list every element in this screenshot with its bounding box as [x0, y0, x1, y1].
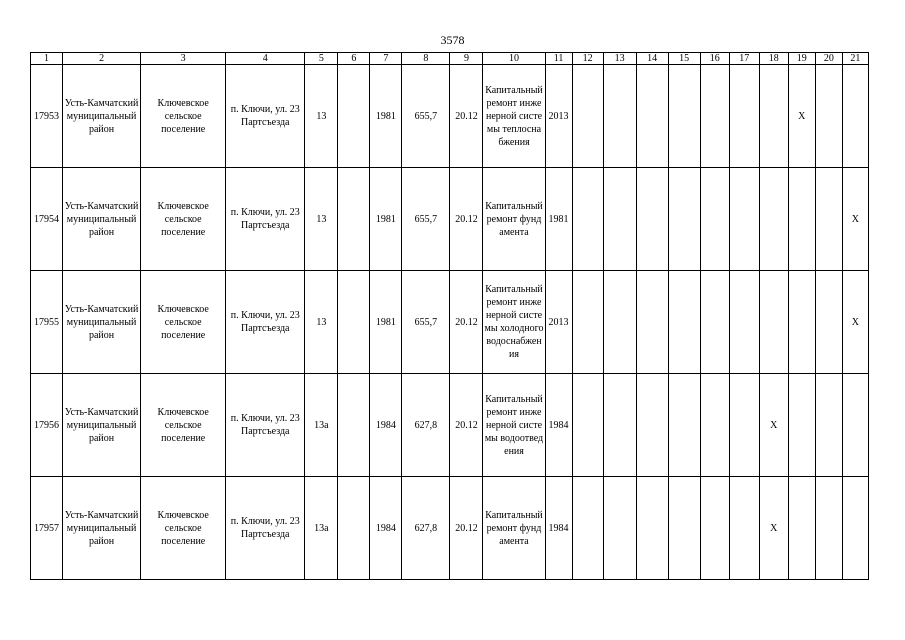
table-cell-col-17 — [729, 271, 759, 374]
table-cell-col-9: 20.12 — [450, 65, 483, 168]
table-cell-col-13 — [603, 271, 636, 374]
table-cell-col-7: 1984 — [370, 477, 402, 580]
table-cell-col-14 — [636, 271, 668, 374]
table-cell-col-19 — [788, 168, 815, 271]
header-row — [31, 53, 869, 65]
column-header: 13 — [603, 53, 636, 65]
table-cell-col-21: Х — [842, 168, 868, 271]
table-cell-col-18 — [759, 65, 788, 168]
table-cell-col-11: 1984 — [545, 477, 572, 580]
table-cell-col-2: Усть-Камчатский муниципальный район — [63, 477, 141, 580]
table-cell-col-20 — [815, 477, 842, 580]
table-cell-col-16 — [700, 477, 729, 580]
table-cell-col-14 — [636, 168, 668, 271]
column-header: 8 — [402, 53, 450, 65]
table-cell-col-12 — [572, 271, 603, 374]
table-cell-col-13 — [603, 374, 636, 477]
column-header: 9 — [450, 53, 483, 65]
table-cell-col-16 — [700, 271, 729, 374]
table-cell-col-8: 655,7 — [402, 65, 450, 168]
table-cell-col-15 — [668, 168, 700, 271]
table-cell-col-17 — [729, 374, 759, 477]
table-row — [31, 168, 869, 271]
table-cell-col-15 — [668, 477, 700, 580]
table-cell-col-16 — [700, 65, 729, 168]
table-cell-col-2: Усть-Камчатский муниципальный район — [63, 168, 141, 271]
table-cell-col-13 — [603, 477, 636, 580]
column-header: 4 — [226, 53, 305, 65]
column-header: 6 — [338, 53, 370, 65]
table-cell-col-6 — [338, 168, 370, 271]
table-cell-col-12 — [572, 65, 603, 168]
table-cell-col-3: Ключевское сельское поселение — [141, 271, 226, 374]
table-cell-col-8: 627,8 — [402, 477, 450, 580]
column-header: 18 — [759, 53, 788, 65]
table-cell-col-17 — [729, 168, 759, 271]
table-cell-col-7: 1981 — [370, 168, 402, 271]
table-cell-col-18 — [759, 271, 788, 374]
table-cell-col-1: 17953 — [31, 65, 63, 168]
table-cell-col-16 — [700, 168, 729, 271]
table-cell-col-4: п. Ключи, ул. 23 Партсъезда — [226, 477, 305, 580]
table-cell-col-20 — [815, 168, 842, 271]
table-cell-col-7: 1984 — [370, 374, 402, 477]
table-cell-col-4: п. Ключи, ул. 23 Партсъезда — [226, 65, 305, 168]
table-cell-col-7: 1981 — [370, 271, 402, 374]
table-cell-col-15 — [668, 65, 700, 168]
column-header: 11 — [545, 53, 572, 65]
table-cell-col-3: Ключевское сельское поселение — [141, 477, 226, 580]
table-cell-col-3: Ключевское сельское поселение — [141, 168, 226, 271]
table-cell-col-4: п. Ключи, ул. 23 Партсъезда — [226, 271, 305, 374]
table-cell-col-6 — [338, 477, 370, 580]
table-cell-col-8: 655,7 — [402, 271, 450, 374]
table-cell-col-3: Ключевское сельское поселение — [141, 374, 226, 477]
table-cell-col-14 — [636, 65, 668, 168]
table-cell-col-5: 13 — [305, 168, 338, 271]
column-header: 15 — [668, 53, 700, 65]
table-cell-col-13 — [603, 65, 636, 168]
table-cell-col-12 — [572, 374, 603, 477]
table-cell-col-20 — [815, 65, 842, 168]
table-cell-col-14 — [636, 477, 668, 580]
table-cell-col-2: Усть-Камчатский муниципальный район — [63, 374, 141, 477]
table-cell-col-1: 17955 — [31, 271, 63, 374]
table-cell-col-21: Х — [842, 271, 868, 374]
table-cell-col-11: 1981 — [545, 168, 572, 271]
table-row — [31, 271, 869, 374]
table-cell-col-19 — [788, 374, 815, 477]
table-cell-col-10: Капитальный ремонт инженерной системы холодного водоснабжения — [483, 271, 545, 374]
table-cell-col-2: Усть-Камчатский муниципальный район — [63, 65, 141, 168]
table-cell-col-14 — [636, 374, 668, 477]
table-cell-col-15 — [668, 374, 700, 477]
data-table — [30, 52, 869, 580]
table-cell-col-19 — [788, 271, 815, 374]
table-cell-col-1: 17957 — [31, 477, 63, 580]
table-row — [31, 374, 869, 477]
table-cell-col-19: Х — [788, 65, 815, 168]
table-cell-col-6 — [338, 374, 370, 477]
table-cell-col-12 — [572, 477, 603, 580]
table-cell-col-6 — [338, 65, 370, 168]
table-cell-col-10: Капитальный ремонт инженерной системы водоотведения — [483, 374, 545, 477]
column-header: 19 — [788, 53, 815, 65]
table-cell-col-12 — [572, 168, 603, 271]
table-cell-col-8: 655,7 — [402, 168, 450, 271]
table-row — [31, 477, 869, 580]
table-cell-col-13 — [603, 168, 636, 271]
table-cell-col-1: 17954 — [31, 168, 63, 271]
table-cell-col-20 — [815, 271, 842, 374]
table-cell-col-2: Усть-Камчатский муниципальный район — [63, 271, 141, 374]
column-header: 1 — [31, 53, 63, 65]
table-cell-col-1: 17956 — [31, 374, 63, 477]
page-number: 3578 — [440, 33, 465, 47]
table-cell-col-18: Х — [759, 374, 788, 477]
table-cell-col-6 — [338, 271, 370, 374]
table-cell-col-20 — [815, 374, 842, 477]
table-cell-col-5: 13 — [305, 65, 338, 168]
table-cell-col-10: Капитальный ремонт инженерной системы теплоснабжения — [483, 65, 545, 168]
table-cell-col-4: п. Ключи, ул. 23 Партсъезда — [226, 374, 305, 477]
table-cell-col-15 — [668, 271, 700, 374]
table-cell-col-16 — [700, 374, 729, 477]
table-cell-col-8: 627,8 — [402, 374, 450, 477]
table-cell-col-5: 13а — [305, 374, 338, 477]
table-cell-col-19 — [788, 477, 815, 580]
column-header: 14 — [636, 53, 668, 65]
table-cell-col-17 — [729, 477, 759, 580]
table-cell-col-21 — [842, 374, 868, 477]
column-header: 17 — [729, 53, 759, 65]
column-header: 21 — [842, 53, 868, 65]
table-cell-col-21 — [842, 477, 868, 580]
table-cell-col-3: Ключевское сельское поселение — [141, 65, 226, 168]
table-cell-col-18 — [759, 168, 788, 271]
table-cell-col-10: Капитальный ремонт фундамента — [483, 168, 545, 271]
column-header: 20 — [815, 53, 842, 65]
column-header: 3 — [141, 53, 226, 65]
table-cell-col-4: п. Ключи, ул. 23 Партсъезда — [226, 168, 305, 271]
table-row — [31, 65, 869, 168]
table-cell-col-11: 1984 — [545, 374, 572, 477]
table-cell-col-21 — [842, 65, 868, 168]
column-header: 16 — [700, 53, 729, 65]
table-cell-col-9: 20.12 — [450, 477, 483, 580]
table-cell-col-11: 2013 — [545, 65, 572, 168]
column-header: 12 — [572, 53, 603, 65]
table-cell-col-9: 20.12 — [450, 168, 483, 271]
table-cell-col-10: Капитальный ремонт фундамента — [483, 477, 545, 580]
table-cell-col-11: 2013 — [545, 271, 572, 374]
column-header: 2 — [63, 53, 141, 65]
table-cell-col-9: 20.12 — [450, 271, 483, 374]
column-header: 10 — [483, 53, 545, 65]
table-cell-col-17 — [729, 65, 759, 168]
table-cell-col-5: 13а — [305, 477, 338, 580]
table-cell-col-5: 13 — [305, 271, 338, 374]
table-cell-col-18: Х — [759, 477, 788, 580]
column-header: 7 — [370, 53, 402, 65]
table-cell-col-7: 1981 — [370, 65, 402, 168]
column-header: 5 — [305, 53, 338, 65]
table-cell-col-9: 20.12 — [450, 374, 483, 477]
